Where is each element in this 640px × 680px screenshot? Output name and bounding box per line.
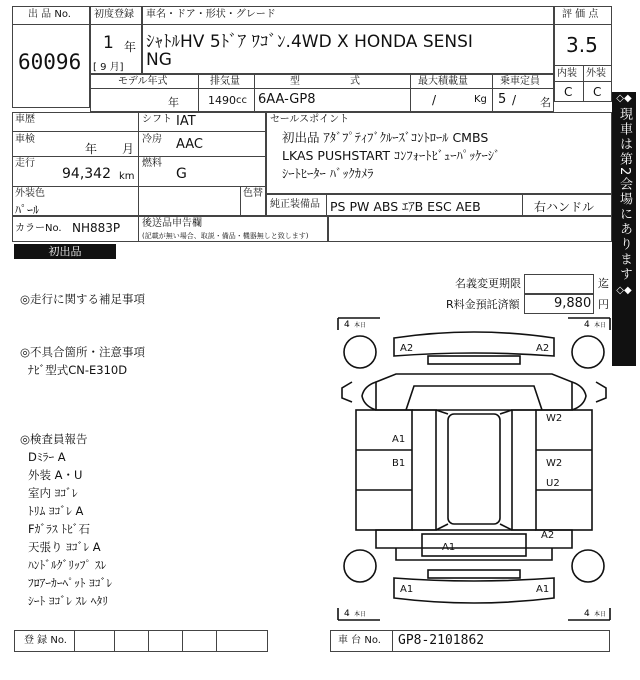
inspector-line: 天張り ﾖｺﾞﾚ A (28, 540, 101, 554)
ext-color-box (12, 186, 266, 216)
exterior-label: 外装 (586, 68, 606, 79)
max-load-unit: Kg (474, 94, 487, 105)
model-year-label: モデル年式 (118, 76, 168, 87)
shift-label: シフト (142, 114, 172, 125)
inspection-month-unit: 月 (122, 142, 135, 156)
max-load-slash: / (432, 93, 437, 107)
displacement-label: 排気量 (210, 76, 240, 87)
inspector-line: ﾄﾘﾑ ﾖｺﾞﾚ A (28, 504, 84, 518)
history-label: 車歴 (15, 114, 35, 125)
name-change-value (524, 274, 594, 294)
first-listing-badge: 初出品 (14, 244, 116, 259)
first-registration-year: 1 (103, 33, 114, 53)
shift-value: IAT (176, 114, 196, 129)
displacement-value: 1490 (208, 94, 236, 107)
inspector-label: ◎検査員報告 (20, 432, 88, 446)
sales-point-line-3: ｼｰﾄﾋｰﾀｰ ﾊﾞｯｸｶﾒﾗ (282, 166, 374, 181)
inspector-line: ﾌﾛｱｰｶｰﾍﾟｯﾄ ﾖｺﾞﾚ (28, 576, 113, 590)
registration-no-label: 登 録 No. (24, 635, 67, 646)
damage-mark-w2-right-top: W2 (546, 413, 563, 424)
defects-label: ◎不具合箇所・注意事項 (20, 345, 146, 359)
damage-mark-b1-left: B1 (392, 458, 406, 469)
interior-label: 内装 (557, 68, 577, 79)
corner-count-bl: 4 (344, 609, 350, 619)
ext-color-label: 外装色 (15, 188, 45, 199)
post-items-label: 後送品申告欄 (142, 218, 202, 229)
side-banner-text: 現車は第2会場にあります (617, 107, 632, 283)
damage-mark-a1-rear: A1 (442, 542, 456, 553)
sales-points-label: セールスポイント (270, 114, 350, 125)
capacity-value: 5 (498, 92, 507, 107)
mileage-label: 走行 (15, 158, 35, 169)
exterior-grade: C (593, 85, 602, 99)
mileage-unit: km (119, 171, 135, 182)
ac-label: 冷房 (142, 134, 162, 145)
color-no-value: NH883P (72, 221, 121, 235)
side-banner-top: ◇◆ (616, 93, 632, 104)
displacement-unit: cc (236, 95, 247, 106)
first-registration-label: 初度登録 (94, 9, 134, 20)
damage-mark-front-right: A2 (536, 343, 550, 354)
corner-unit-tr: 本日 (594, 322, 607, 329)
ac-value: AAC (176, 137, 203, 152)
sales-point-line-2: LKAS PUSHSTART ｺﾝﾌｫｰﾄﾋﾞｭｰﾊﾟｯｹｰｼﾞ (282, 148, 501, 163)
fuel-value: G (176, 166, 187, 182)
steering-side: 右ハンドル (534, 200, 595, 214)
lot-number: 60096 (18, 50, 82, 74)
equipment-row-2 (328, 216, 612, 242)
corner-count-br: 4 (584, 609, 590, 619)
lot-number-label: 出 品 No. (28, 9, 71, 20)
type-label: 型 式 (290, 76, 360, 87)
vehicle-name-label: 車名・ドア・形状・グレード (146, 9, 276, 20)
first-registration-year-unit: 年 (124, 40, 137, 54)
capacity-unit: 名 (540, 96, 551, 109)
side-banner-bottom: ◇◆ (616, 285, 632, 297)
damage-mark-a1-bottom-right: A1 (536, 584, 550, 595)
sales-point-line-1: 初出品 ｱﾀﾞﾌﾟﾃｨﾌﾞｸﾙｰｽﾞｺﾝﾄﾛｰﾙ CMBS (282, 130, 489, 145)
name-change-label: 名義変更期限 (455, 277, 521, 290)
damage-mark-a2-rear-right: A2 (541, 530, 555, 541)
first-registration-month: [ 9 月] (93, 62, 124, 73)
ext-color-value: ﾊﾟｰﾙ (15, 203, 40, 217)
model-year-unit: 年 (168, 96, 179, 109)
inspector-line: ﾊﾝﾄﾞﾙｸﾞﾘｯﾌﾟ ｽﾚ (28, 558, 107, 572)
corner-count-tl: 4 (344, 320, 350, 330)
post-items-note: (記載が無い場合、取説・備品・機器無しと致します) (142, 232, 309, 240)
vehicle-type: 6AA-GP8 (258, 92, 316, 107)
rating-label: 評 価 点 (562, 9, 599, 20)
equipment-label: 純正装備品 (270, 199, 320, 210)
overall-rating: 3.5 (566, 33, 598, 57)
inspector-line: ｼｰﾄ ﾖｺﾞﾚ ｽﾚ ﾍﾀﾘ (28, 594, 108, 608)
recycle-suffix: 円 (598, 298, 609, 311)
capacity-label: 乗車定員 (500, 76, 540, 87)
inspection-year-unit: 年 (85, 142, 98, 156)
interior-grade: C (564, 85, 573, 99)
corner-count-tr: 4 (584, 320, 590, 330)
defect-line: ﾅﾋﾞ型式CN-E310D (28, 363, 128, 377)
corner-unit-br: 本日 (594, 611, 607, 618)
color-change-label: 色替 (243, 188, 263, 199)
recycle-value: 9,880 (554, 296, 592, 311)
side-banner (612, 92, 636, 366)
damage-mark-a1-bottom-left: A1 (400, 584, 414, 595)
name-change-suffix: 迄 (598, 277, 609, 290)
mileage-value: 94,342 (62, 166, 111, 182)
driving-remarks-label: ◎走行に関する補足事項 (20, 292, 146, 306)
damage-mark-w2-right-mid: W2 (546, 458, 563, 469)
recycle-label: R料金預託済額 (446, 298, 520, 311)
capacity-slash: / (512, 93, 517, 107)
color-no-label: カラーNo. (15, 223, 62, 234)
inspector-line: 室内 ﾖｺﾞﾚ (28, 486, 78, 500)
chassis-no-label: 車 台 No. (338, 635, 381, 646)
vehicle-name-line2: NG (146, 50, 172, 70)
equipment-items: PS PW ABS ｴｱB ESC AEB (330, 199, 481, 214)
inspection-label: 車検 (15, 134, 35, 145)
fuel-label: 燃料 (142, 158, 162, 169)
inspector-line: Dﾐﾗｰ A (28, 450, 66, 464)
inspector-line: 外装 A・U (28, 468, 83, 482)
damage-mark-front-left: A2 (400, 343, 414, 354)
chassis-no-value: GP8-2101862 (398, 633, 485, 648)
vehicle-name-line1: ｼｬﾄﾙHV 5ﾄﾞｱ ﾜｺﾞﾝ.4WD X HONDA SENSI (146, 32, 473, 52)
corner-unit-tl: 本日 (354, 322, 367, 329)
corner-unit-bl: 本日 (354, 611, 367, 618)
inspector-line: Fｶﾞﾗｽ ﾄﾋﾞ石 (28, 522, 91, 536)
max-load-label: 最大積載量 (418, 76, 468, 87)
damage-mark-a1-left: A1 (392, 434, 406, 445)
car-damage-diagram (336, 316, 612, 622)
damage-mark-u2-right: U2 (546, 478, 560, 489)
